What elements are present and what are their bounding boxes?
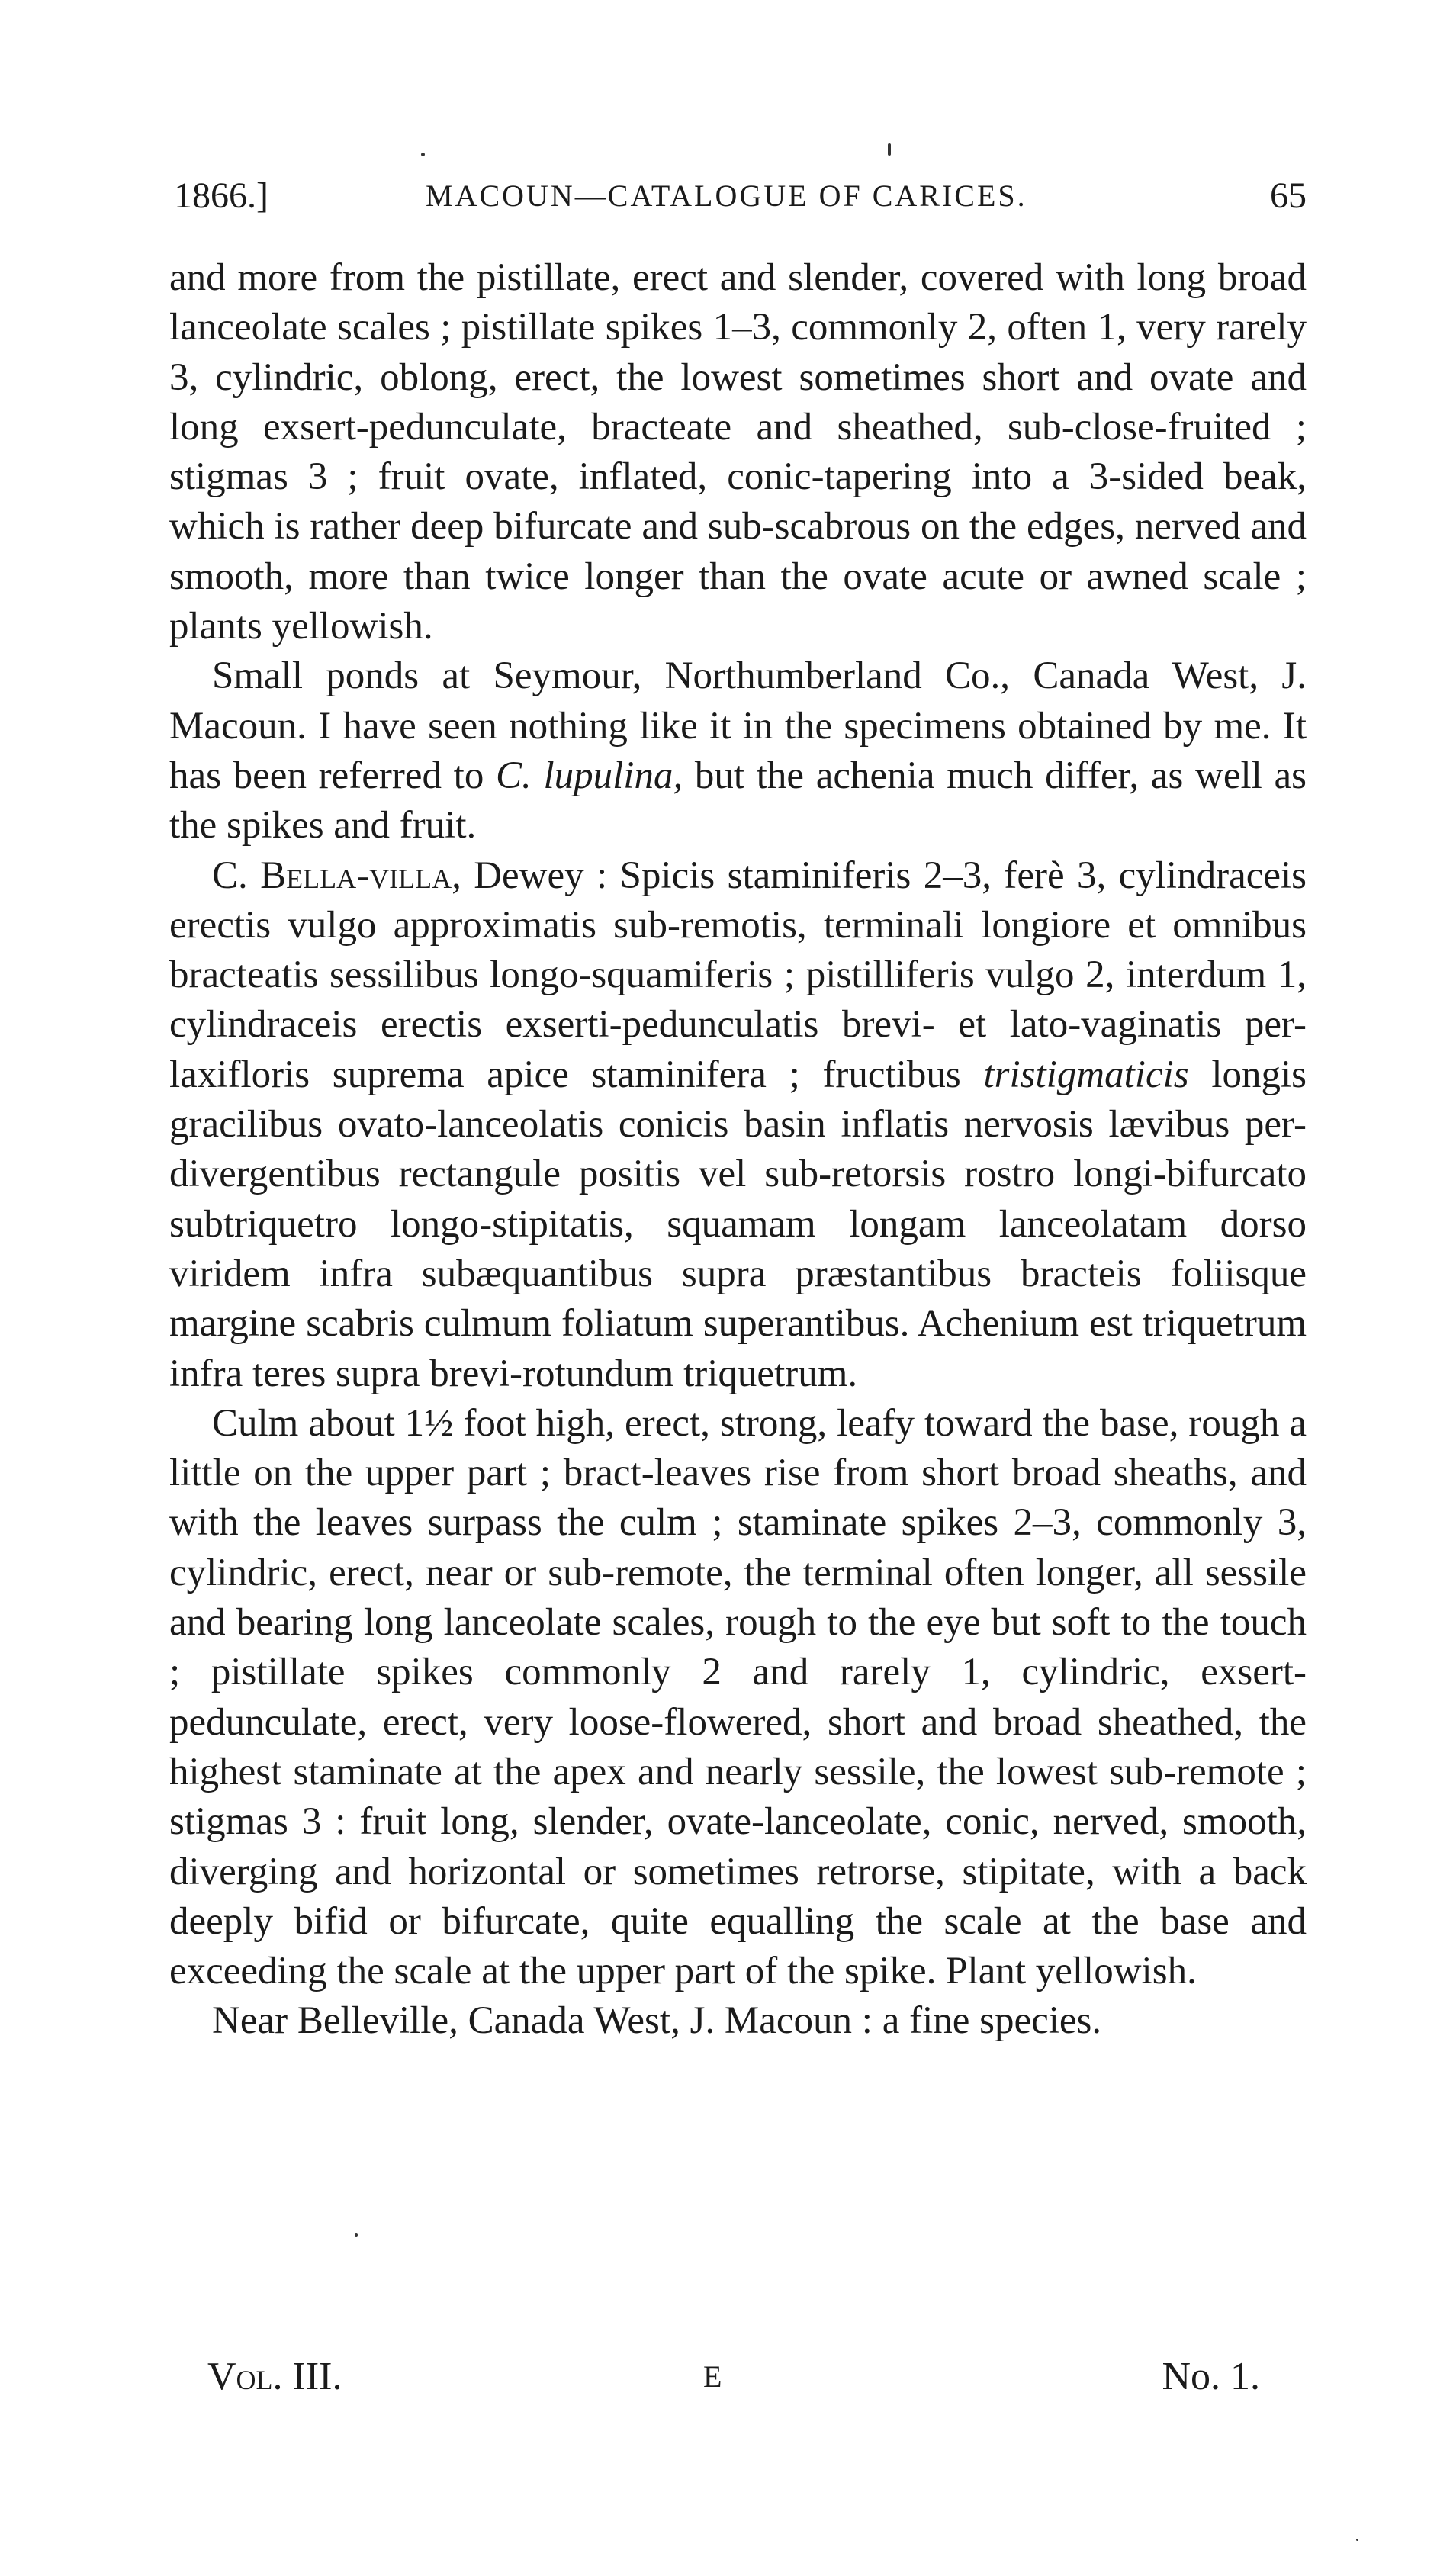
paragraph-3 (169, 851, 1307, 1399)
print-speck (888, 143, 891, 156)
footer-number: No. 1. (1162, 2355, 1260, 2398)
paragraph-2-text-a: Small ponds at Seymour, Northumberland Co., Canada West, J. Macoun. I have seen nothing like it in the specimens obtained by me. It has been referred to (169, 654, 1307, 797)
paragraph-1: and more from the pistillate, erect and slender, covered with long broad lanceolate scales ; pistillate spikes 1–3, commonly 2, often 1, very rarely 3, cylindric, oblong, erect, the lowest sometimes short and ovate and long exsert-pedunculate, bracteate and sheathed, sub-close-fruited ; stigmas 3 ; fruit ovate, inflated, conic-tapering into a 3-sided beak, which is rather deep bifurcate and sub-scabrous on the edges, nerved and smooth, more than twice longer than the ovate acute or awned scale ; plants yellowish. (169, 256, 1307, 648)
print-speck (355, 2233, 358, 2237)
paragraph-4: Culm about 1½ foot high, erect, strong, leafy toward the base, rough a little on the upper part ; bract-leaves rise from short broad sheaths, and with the leaves surpass the culm ; staminate spikes 2–3, commonly 3, cylindric, erect, near or sub-remote, the terminal often longer, all sessile and bearing long lanceolate scales, rough to the eye but soft to the touch ; pistillate spikes commonly 2 and rarely 1, cylindric, exsert-pedunculate, erect, very loose-flowered, short and broad sheathed, the highest staminate at the apex and nearly sessile, the lowest sub-remote ; stigmas 3 : fruit long, slender, ovate-lanceolate, conic, nerved, smooth, diverging and horizontal or sometimes retrorse, stipitate, with a back deeply bifid or bifurcate, quite equalling the scale at the base and exceeding the scale at the upper part of the spike. Plant yellowish. (169, 1401, 1307, 1993)
paragraph-3-text-a: Dewey : Spicis staminiferis 2–3, ferè 3, cylindraceis erectis vulgo approximatis sub-remotis, terminali longiore et omnibus bracteatis sessilibus longo-squamiferis ; pistilliferis vulgo 2, interdum 1, cylindraceis erectis exserti-pedunculatis brevi- et lato-vaginatis per-laxifloris suprema apice staminifera ; fructibus (169, 854, 1307, 1096)
page-number: 65 (1270, 175, 1307, 216)
print-speck (421, 153, 425, 156)
paragraph-3-italic: tristigmaticis (983, 1053, 1189, 1096)
footer-volume: Vol. III. (207, 2355, 342, 2398)
species-name: C. Bella-villa, (212, 854, 461, 897)
paragraph-3-text-b: longis gracilibus ovato-lanceolatis conicis basin inflatis nervosis lævibus per-divergentibus rectangule positis vel sub-retorsis rostro longi-bifurcato subtriquetro longo-stipitatis, squamam longam lanceolatam dorso viridem infra subæquantibus supra præstantibus bracteis foliisque margine scabris culmum foliatum superantibus. Achenium est triquetrum infra teres supra brevi-rotundum triquetrum. (169, 1053, 1307, 1395)
paragraph-2-italic: C. lupulina, (496, 754, 683, 797)
paragraph-2 (169, 651, 1307, 851)
body-text (169, 253, 1307, 2047)
print-speck (1356, 2539, 1358, 2541)
header-year: 1866.] (174, 175, 268, 216)
paragraph-5: Near Belleville, Canada West, J. Macoun : a fine species. (212, 1999, 1102, 2043)
running-title: MACOUN—CATALOGUE OF CARICES. (426, 178, 1027, 213)
page-header (174, 169, 1307, 223)
paragraph-2-text-b: but the achenia much differ, as well as the spikes and fruit. (169, 754, 1307, 847)
footer-signature: E (703, 2359, 722, 2394)
page-footer (207, 2346, 1260, 2407)
